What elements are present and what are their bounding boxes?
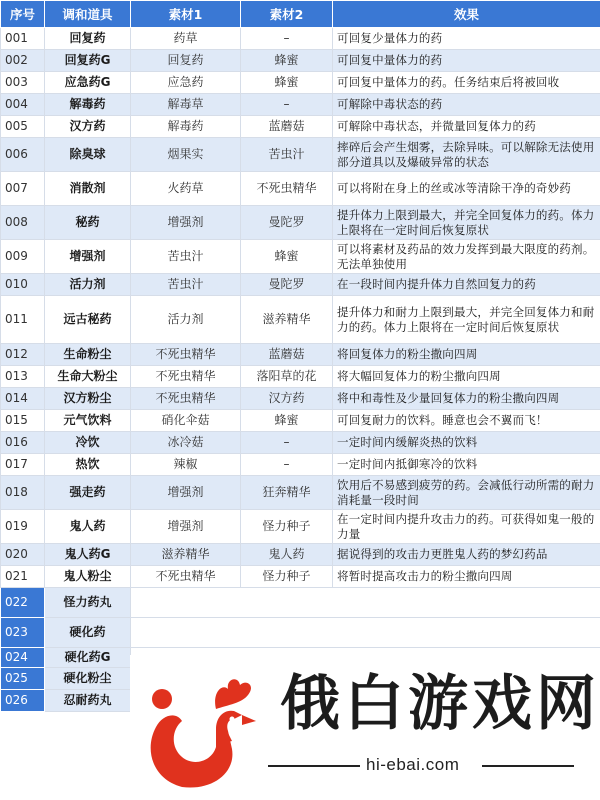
cell-no: 025	[1, 668, 45, 690]
cell-item-name: 热饮	[45, 454, 131, 476]
cell-material1: 不死虫精华	[131, 344, 241, 366]
table-row	[1, 544, 600, 566]
cell-effect: 可解除中毒状态，并微量回复体力的药	[333, 116, 600, 138]
cell-material2: 苦虫汁	[241, 138, 333, 172]
cell-material1: 不死虫精华	[131, 366, 241, 388]
cell-item-name: 鬼人药	[45, 510, 131, 544]
cell-material2: 落阳草的花	[241, 366, 333, 388]
cell-material1: 不死虫精华	[131, 566, 241, 588]
cell-material1: 苦虫汁	[131, 240, 241, 274]
cell-material2: –	[241, 454, 333, 476]
table-row	[1, 172, 600, 206]
cell-effect: 可以将附在身上的丝或冰等清除干净的奇妙药	[333, 172, 600, 206]
cell-hidden	[131, 588, 600, 618]
cell-item-name: 活力剂	[45, 274, 131, 296]
cell-material1: 烟果实	[131, 138, 241, 172]
cell-material1: 解毒草	[131, 94, 241, 116]
cell-item-name: 回复药	[45, 28, 131, 50]
cell-item-name: 怪力药丸	[45, 588, 131, 618]
cell-no: 007	[1, 172, 45, 206]
table-row	[1, 138, 600, 172]
cell-material2: –	[241, 432, 333, 454]
cell-no: 016	[1, 432, 45, 454]
cell-material1: 应急药	[131, 72, 241, 94]
cell-material2: 曼陀罗	[241, 206, 333, 240]
table-row	[1, 28, 600, 50]
cell-effect: 据说得到的攻击力更胜鬼人药的梦幻药品	[333, 544, 600, 566]
cell-no: 001	[1, 28, 45, 50]
cell-no: 014	[1, 388, 45, 410]
cell-material2: 怪力种子	[241, 566, 333, 588]
table-row	[1, 388, 600, 410]
cell-item-name: 解毒药	[45, 94, 131, 116]
col-header-no: 序号	[1, 1, 45, 28]
col-header-material2: 素材2	[241, 1, 333, 28]
cell-material2: 蓝蘑菇	[241, 344, 333, 366]
table-header-row	[1, 1, 600, 28]
cell-no: 017	[1, 454, 45, 476]
cell-no: 015	[1, 410, 45, 432]
cell-effect: 将大幅回复体力的粉尘撒向四周	[333, 366, 600, 388]
table-row	[1, 50, 600, 72]
cell-material2: 蜂蜜	[241, 240, 333, 274]
cell-material1: 火药草	[131, 172, 241, 206]
cell-effect: 提升体力上限到最大，并完全回复体力的药。体力上限将在一定时间后恢复原状	[333, 206, 600, 240]
cell-hidden	[131, 618, 600, 648]
cell-material2: 鬼人药	[241, 544, 333, 566]
cell-item-name: 应急药G	[45, 72, 131, 94]
cell-no: 022	[1, 588, 45, 618]
cell-item-name: 冷饮	[45, 432, 131, 454]
table-row	[1, 566, 600, 588]
table-row-partial	[1, 588, 600, 618]
cell-material2: 滋养精华	[241, 296, 333, 344]
cell-item-name: 元气饮料	[45, 410, 131, 432]
col-header-material1: 素材1	[131, 1, 241, 28]
cell-no: 026	[1, 690, 45, 712]
cell-item-name: 硬化粉尘	[45, 668, 131, 690]
table-row	[1, 72, 600, 94]
cell-effect: 可回复中量体力的药。任务结束后将被回收	[333, 72, 600, 94]
cell-no: 006	[1, 138, 45, 172]
cell-item-name: 秘药	[45, 206, 131, 240]
table-row	[1, 410, 600, 432]
cell-material2: 曼陀罗	[241, 274, 333, 296]
table-row	[1, 206, 600, 240]
cell-item-name: 生命大粉尘	[45, 366, 131, 388]
cell-no: 009	[1, 240, 45, 274]
watermark-line-right	[482, 765, 574, 767]
cell-item-name: 忍耐药丸	[45, 690, 131, 712]
cell-item-name: 汉方粉尘	[45, 388, 131, 410]
cell-material2: 蜂蜜	[241, 50, 333, 72]
cell-item-name: 鬼人药G	[45, 544, 131, 566]
cell-no: 018	[1, 476, 45, 510]
cell-material1: 辣椒	[131, 454, 241, 476]
rooster-logo-icon	[142, 669, 260, 789]
table-row	[1, 240, 600, 274]
table-row	[1, 476, 600, 510]
cell-effect: 一定时间内抵御寒冷的饮料	[333, 454, 600, 476]
cell-no: 004	[1, 94, 45, 116]
cell-material1: 冰冷菇	[131, 432, 241, 454]
cell-no: 002	[1, 50, 45, 72]
cell-item-name: 增强剂	[45, 240, 131, 274]
cell-item-name: 回复药G	[45, 50, 131, 72]
watermark	[130, 655, 600, 800]
table-row	[1, 344, 600, 366]
cell-no: 008	[1, 206, 45, 240]
col-header-item: 调和道具	[45, 1, 131, 28]
cell-effect: 可解除中毒状态的药	[333, 94, 600, 116]
cell-material1: 增强剂	[131, 510, 241, 544]
cell-effect: 提升体力和耐力上限到最大，并完全回复体力和耐力的药。体力上限将在一定时间后恢复原状	[333, 296, 600, 344]
cell-effect: 将回复体力的粉尘撒向四周	[333, 344, 600, 366]
col-header-effect: 效果	[333, 1, 600, 28]
cell-effect: 可回复少量体力的药	[333, 28, 600, 50]
cell-no: 010	[1, 274, 45, 296]
cell-item-name: 远古秘药	[45, 296, 131, 344]
table-row	[1, 432, 600, 454]
cell-item-name: 鬼人粉尘	[45, 566, 131, 588]
cell-effect: 将中和毒性及少量回复体力的粉尘撒向四周	[333, 388, 600, 410]
table-row	[1, 296, 600, 344]
cell-material2: 蜂蜜	[241, 410, 333, 432]
cell-no: 005	[1, 116, 45, 138]
cell-material1: 硝化伞菇	[131, 410, 241, 432]
cell-material2: 蓝蘑菇	[241, 116, 333, 138]
cell-effect: 饮用后不易感到疲劳的药。会减低行动所需的耐力消耗量一段时间	[333, 476, 600, 510]
cell-material2: 不死虫精华	[241, 172, 333, 206]
cell-no: 012	[1, 344, 45, 366]
cell-material2: 汉方药	[241, 388, 333, 410]
cell-effect: 可回复中量体力的药	[333, 50, 600, 72]
cell-no: 019	[1, 510, 45, 544]
cell-no: 003	[1, 72, 45, 94]
table-row	[1, 94, 600, 116]
watermark-line-left	[268, 765, 360, 767]
cell-item-name: 硬化药	[45, 618, 131, 648]
table-row	[1, 510, 600, 544]
cell-no: 020	[1, 544, 45, 566]
cell-material2: 狂奔精华	[241, 476, 333, 510]
table-row	[1, 454, 600, 476]
cell-material1: 增强剂	[131, 206, 241, 240]
cell-item-name: 强走药	[45, 476, 131, 510]
table-row	[1, 274, 600, 296]
table-row-partial	[1, 618, 600, 648]
cell-item-name: 除臭球	[45, 138, 131, 172]
cell-item-name: 消散剂	[45, 172, 131, 206]
cell-effect: 一定时间内缓解炎热的饮料	[333, 432, 600, 454]
cell-material1: 药草	[131, 28, 241, 50]
cell-material2: –	[241, 94, 333, 116]
cell-item-name: 汉方药	[45, 116, 131, 138]
watermark-url: hi-ebai.com	[366, 755, 460, 774]
cell-no: 024	[1, 648, 45, 668]
table-row	[1, 116, 600, 138]
cell-material1: 增强剂	[131, 476, 241, 510]
cell-effect: 可回复耐力的饮料。睡意也会不翼而飞！	[333, 410, 600, 432]
cell-material1: 回复药	[131, 50, 241, 72]
table-row	[1, 366, 600, 388]
cell-item-name: 生命粉尘	[45, 344, 131, 366]
cell-material1: 苦虫汁	[131, 274, 241, 296]
cell-effect: 在一定时间内提升攻击力的药。可获得如鬼一般的力量	[333, 510, 600, 544]
cell-material2: –	[241, 28, 333, 50]
watermark-site-name: 俄白游戏网	[280, 669, 600, 739]
cell-effect: 摔碎后会产生烟雾，去除异味。可以解除无法使用部分道具以及爆破异常的状态	[333, 138, 600, 172]
cell-no: 011	[1, 296, 45, 344]
cell-material2: 蜂蜜	[241, 72, 333, 94]
cell-material2: 怪力种子	[241, 510, 333, 544]
cell-material1: 不死虫精华	[131, 388, 241, 410]
cell-material1: 活力剂	[131, 296, 241, 344]
cell-effect: 在一段时间内提升体力自然回复力的药	[333, 274, 600, 296]
cell-no: 013	[1, 366, 45, 388]
cell-item-name: 硬化药G	[45, 648, 131, 668]
cell-effect: 可以将素材及药品的效力发挥到最大限度的药剂。无法单独使用	[333, 240, 600, 274]
cell-no: 021	[1, 566, 45, 588]
cell-material1: 解毒药	[131, 116, 241, 138]
cell-effect: 将暂时提高攻击力的粉尘撒向四周	[333, 566, 600, 588]
cell-material1: 滋养精华	[131, 544, 241, 566]
cell-no: 023	[1, 618, 45, 648]
